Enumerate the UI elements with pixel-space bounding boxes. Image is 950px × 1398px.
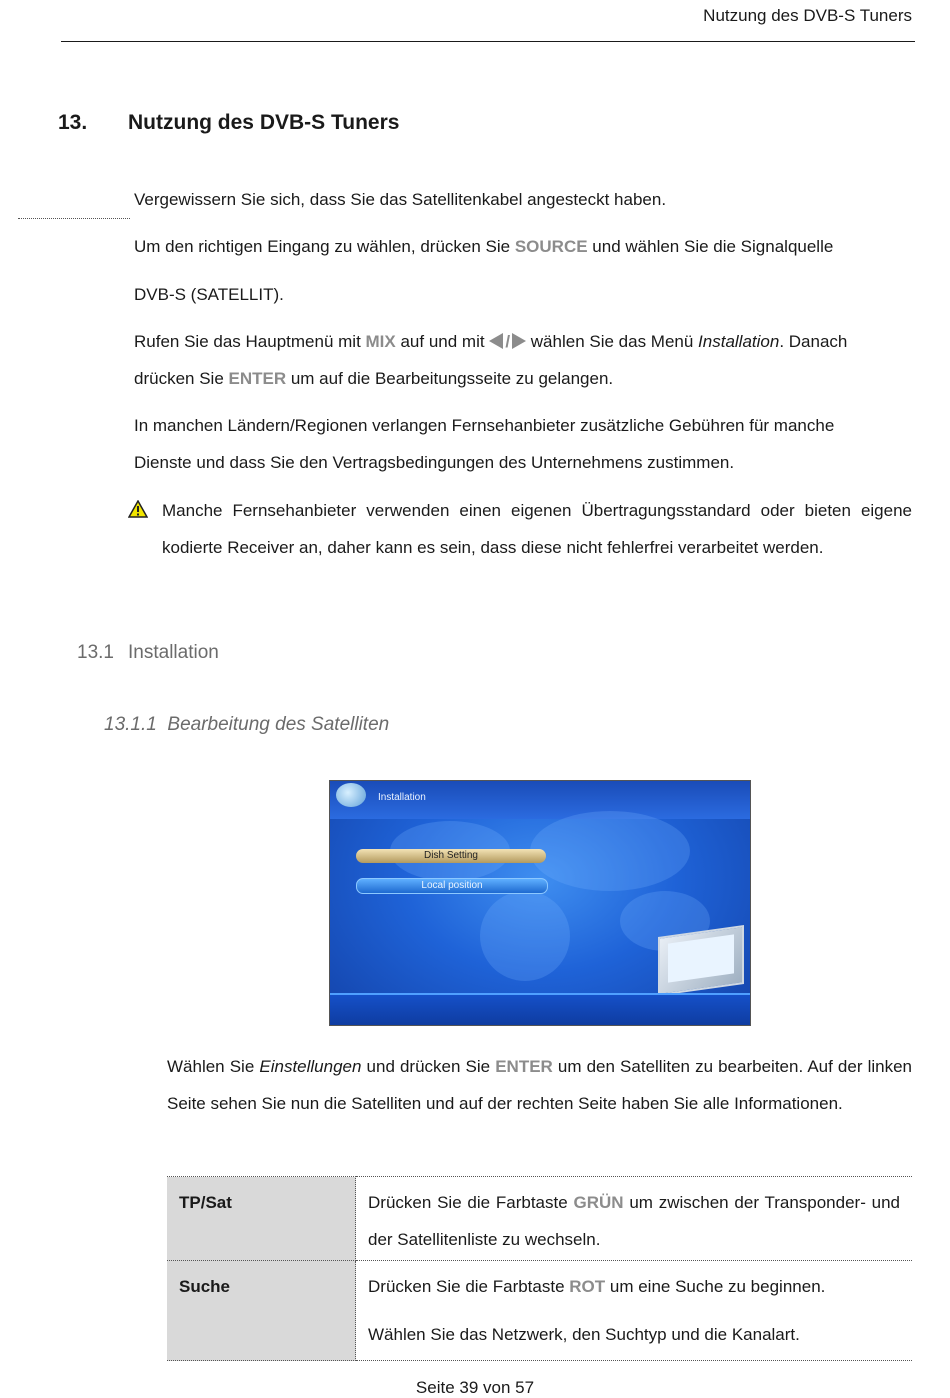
keyword-enter: ENTER xyxy=(228,369,287,388)
paragraph-dvbs xyxy=(134,276,914,313)
table-label: TP/Sat xyxy=(167,1177,356,1261)
paragraph-text: wählen Sie das Menü xyxy=(526,332,699,351)
paragraph-text: DVB-S (SATELLIT). xyxy=(134,285,284,304)
screenshot-menu-title: Installation xyxy=(378,792,426,803)
paragraph-text: Um den richtigen Eingang zu wählen, drücken Sie xyxy=(134,237,515,256)
screenshot-bottom-band xyxy=(330,993,750,1026)
paragraph-text: und wählen Sie die Signalquelle xyxy=(587,237,834,256)
keyword-source: SOURCE xyxy=(514,237,588,256)
menu-name-installation: Installation xyxy=(698,332,780,351)
table-row xyxy=(167,1261,912,1361)
arrow-separator: / xyxy=(505,332,511,351)
keyword-mix: MIX xyxy=(365,332,396,351)
paragraph-text: und drücken Sie xyxy=(361,1057,496,1076)
keyword-green: GRÜN xyxy=(573,1193,624,1212)
paragraph-text: Drücken Sie die Farbtaste xyxy=(368,1277,570,1296)
paragraph-line: Dienste und dass Sie den Vertragsbedingungen des Unternehmens zustimmen. xyxy=(134,453,735,472)
table-description-line: Wählen Sie das Netzwerk, den Suchtyp und die Kanalart. xyxy=(368,1325,800,1344)
subsection-number: 13.1 xyxy=(77,642,114,663)
paragraph-text: Vergewissern Sie sich, dass Sie das Satellitenkabel angesteckt haben. xyxy=(134,190,667,209)
local-position-button: Local position xyxy=(356,878,548,894)
paragraph-text: Wählen Sie xyxy=(167,1057,260,1076)
paragraph-text: Rufen Sie das Hauptmenü mit xyxy=(134,332,366,351)
tv-icon xyxy=(658,925,744,996)
table-description xyxy=(356,1261,913,1361)
installation-menu-screenshot xyxy=(329,780,751,1026)
section-title: Nutzung des DVB-S Tuners xyxy=(128,111,400,134)
paragraph-regions xyxy=(134,407,914,481)
paragraph-text: drücken Sie xyxy=(134,369,229,388)
paragraph-text: um den Satelliten zu bearbeiten. Auf der linken Seite sehen Sie nun die Satelliten und auf der rechten Seite haben Sie alle Informationen. xyxy=(167,1057,912,1113)
paragraph-text: um auf die Bearbeitungsseite zu gelangen. xyxy=(286,369,614,388)
table-label: Suche xyxy=(167,1261,356,1361)
section-number: 13. xyxy=(58,111,88,134)
menu-name-settings: Einstellungen xyxy=(259,1057,362,1076)
keyword-enter: ENTER xyxy=(495,1057,553,1076)
table-description xyxy=(356,1177,913,1261)
paragraph-text: um eine Suche zu beginnen. xyxy=(605,1277,826,1296)
function-table xyxy=(167,1176,912,1361)
paragraph-text: auf und mit xyxy=(395,332,490,351)
arrow-right-icon xyxy=(512,333,526,349)
arrow-left-icon xyxy=(489,333,503,349)
paragraph-mainmenu xyxy=(134,323,914,360)
paragraph-text: um zwischen der Transponder- und der Satellitenliste zu wechseln. xyxy=(368,1193,901,1249)
warning-text: Manche Fernsehanbieter verwenden einen eigenen Übertragungsstandard oder bieten eigene kodierte Receiver an, daher kann es sein, dass diese nicht fehlerfrei verarbeitet werden. xyxy=(162,501,912,557)
subsubsection-number: 13.1.1 xyxy=(104,714,157,735)
globe-logo-icon xyxy=(336,783,366,807)
paragraph-enter xyxy=(134,360,914,397)
table-row xyxy=(167,1177,912,1261)
paragraph-text: Drücken Sie die Farbtaste xyxy=(368,1193,574,1212)
subsubsection-title: Bearbeitung des Satelliten xyxy=(167,714,390,735)
paragraph-source xyxy=(134,228,914,265)
running-header: Nutzung des DVB-S Tuners xyxy=(703,6,912,25)
header-rule xyxy=(61,41,915,42)
subsubsection-heading xyxy=(104,714,389,736)
margin-dotted-rule xyxy=(18,218,130,219)
warning-triangle-icon xyxy=(128,500,148,518)
subsection-title: Installation xyxy=(128,642,219,663)
map-continent xyxy=(530,811,690,891)
keyword-red: ROT xyxy=(569,1277,606,1296)
subsection-heading xyxy=(77,642,219,664)
table-description-line xyxy=(368,1268,900,1305)
paragraph-cable xyxy=(134,181,914,218)
paragraph-settings xyxy=(167,1048,912,1122)
page-footer: Seite 39 von 57 xyxy=(415,1378,535,1397)
paragraph-text: . Danach xyxy=(779,332,848,351)
map-continent xyxy=(480,891,570,981)
paragraph-line: In manchen Ländern/Regionen verlangen Fernsehanbieter zusätzliche Gebühren für manche xyxy=(134,416,835,435)
dish-setting-button: Dish Setting xyxy=(356,849,546,863)
